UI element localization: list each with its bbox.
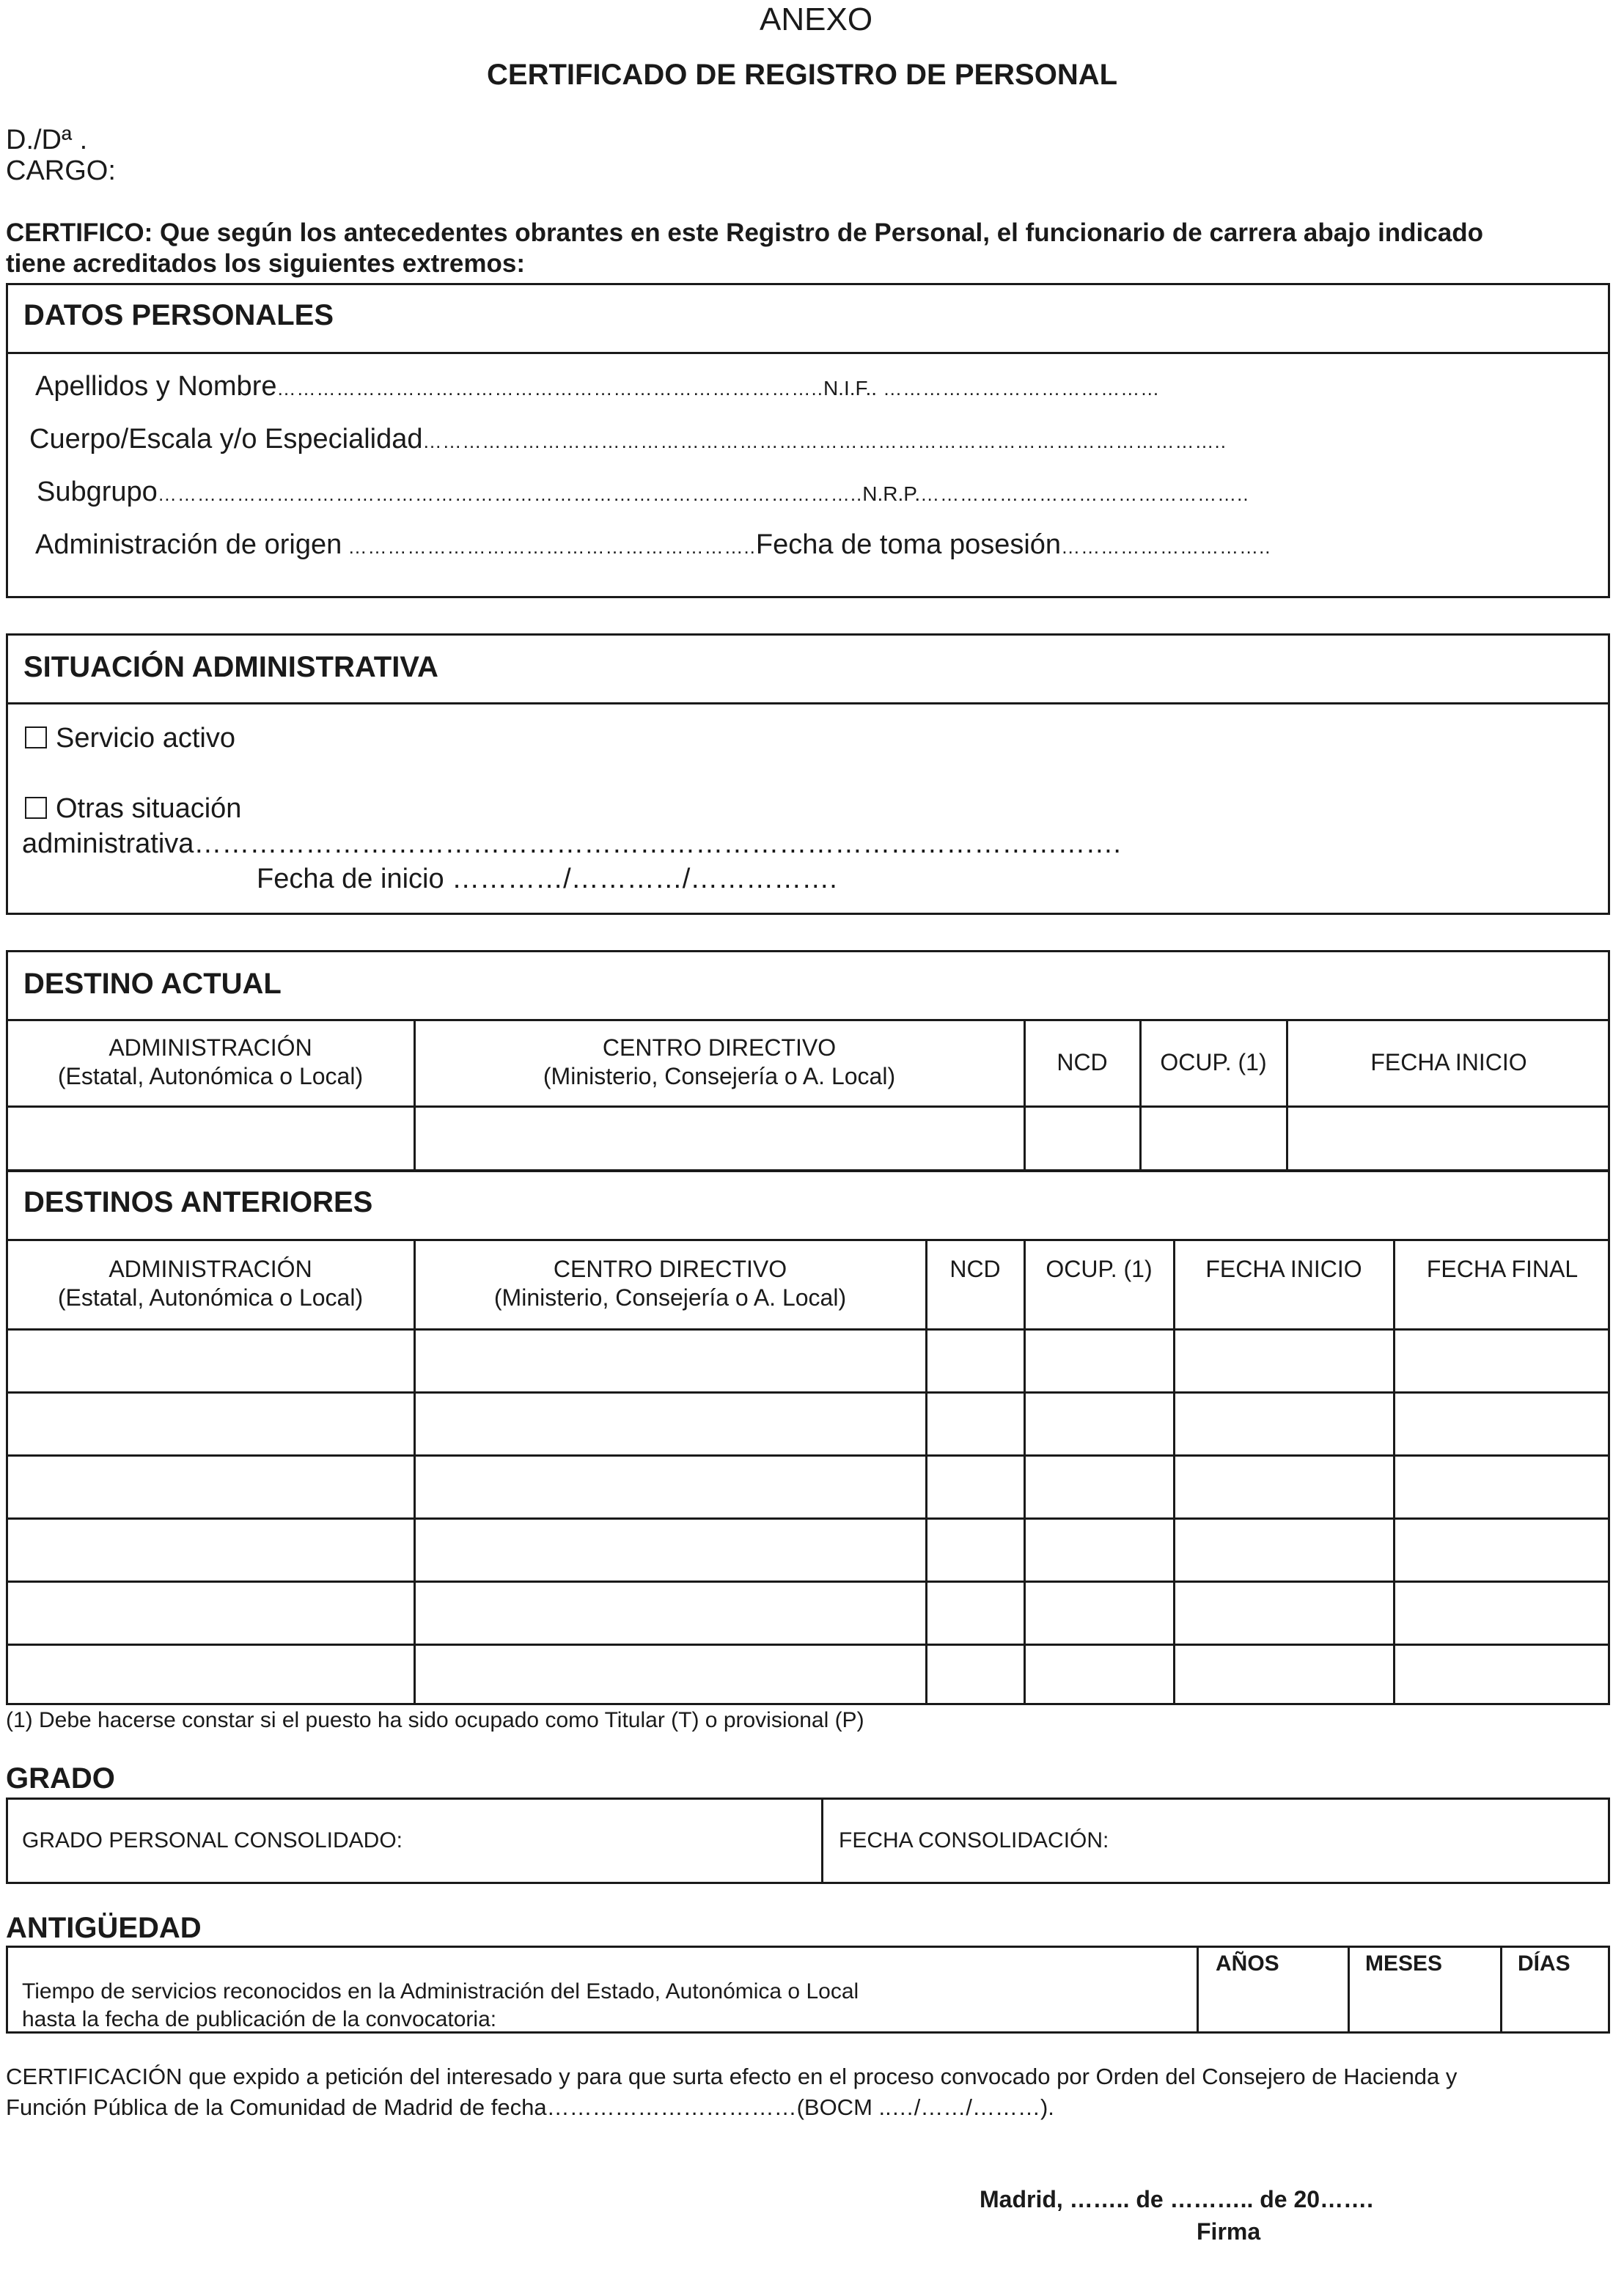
destinos-anteriores-row-divider-6 (6, 1644, 1610, 1646)
anexo-heading: ANEXO (760, 1, 873, 37)
destino-actual-header-ocup: OCUP. (1) (1160, 1049, 1267, 1075)
firma-label: Firma (1197, 2218, 1261, 2245)
antiguedad-text-2: hasta la fecha de publicación de la convocatoria: (22, 2007, 497, 2031)
datos-personales-title: DATOS PERSONALES (23, 299, 334, 331)
antiguedad-col-1 (1197, 1946, 1199, 2034)
servicio-activo-label: Servicio activo (56, 723, 235, 754)
nrp-dots: ………………………………………….. (920, 483, 1249, 505)
destino-actual-header-admin (7, 1034, 414, 1091)
header-admin-line-1: ADMINISTRACIÓN (109, 1256, 312, 1282)
antiguedad-title: ANTIGÜEDAD (6, 1912, 202, 1944)
destinos-anteriores-col-2 (925, 1239, 927, 1705)
destino-actual-divider-1 (6, 1019, 1610, 1021)
destinos-anteriores-header-fecha-final: FECHA FINAL (1426, 1256, 1579, 1282)
destinos-anteriores-title: DESTINOS ANTERIORES (23, 1186, 373, 1218)
admin-origen-label: Administración de origen (35, 529, 342, 560)
grado-consolidado-label[interactable]: GRADO PERSONAL CONSOLIDADO: (22, 1828, 403, 1852)
destinos-anteriores-header-ncd: NCD (949, 1256, 1001, 1282)
header-admin-line-2: (Estatal, Autonómica o Local) (57, 1063, 364, 1089)
header-admin-line-1: ADMINISTRACIÓN (109, 1034, 312, 1061)
destinos-anteriores-header-ocup: OCUP. (1) (1046, 1256, 1153, 1282)
destinos-anteriores-row-divider-2 (6, 1391, 1610, 1394)
situacion-title: SITUACIÓN ADMINISTRATIVA (23, 651, 438, 683)
servicio-activo-option[interactable] (25, 723, 235, 754)
otras-situacion-label: Otras situación (56, 793, 242, 824)
nif-dots: …………………………………… (877, 378, 1161, 400)
certificacion-line-2: Función Pública de la Comunidad de Madrid de fecha……………………………(BOCM ..…/……/………). (6, 2094, 1054, 2120)
fecha-inicio-line[interactable]: Fecha de inicio …………/…………/……………. (257, 864, 837, 894)
destinos-anteriores-box (6, 1170, 1610, 1705)
nrp-label: N.R.P. (862, 482, 921, 505)
destino-actual-header-centro (415, 1034, 1024, 1091)
destinos-anteriores-header-fecha-inicio: FECHA INICIO (1205, 1256, 1362, 1282)
cuerpo-dots: ………………………………………………………………………………………………………….. (422, 430, 1227, 452)
subgrupo-label: Subgrupo (37, 477, 158, 507)
destinos-anteriores-row-divider-4 (6, 1517, 1610, 1520)
destinos-anteriores-col-4 (1173, 1239, 1175, 1705)
dda-label: D./Dª . (6, 125, 88, 155)
destinos-anteriores-header-admin (7, 1255, 414, 1312)
destinos-anteriores-col-3 (1024, 1239, 1026, 1705)
cargo-label: CARGO: (6, 155, 116, 186)
cuerpo-field[interactable] (29, 424, 1227, 455)
cuerpo-label: Cuerpo/Escala y/o Especialidad (29, 424, 423, 455)
antiguedad-text-1: Tiempo de servicios reconocidos en la Administración del Estado, Autonómica o Local (22, 1979, 859, 2004)
meses-header: MESES (1365, 1951, 1443, 1976)
grado-divider (821, 1798, 823, 1884)
fecha-consolidacion-label[interactable]: FECHA CONSOLIDACIÓN: (839, 1828, 1109, 1852)
nif-label: N.I.F.. (823, 377, 878, 400)
header-centro-line-1: CENTRO DIRECTIVO (602, 1034, 837, 1061)
admin-origen-dots: …………………………………………………….. (342, 536, 756, 558)
apellidos-label: Apellidos y Nombre (35, 371, 277, 402)
destino-actual-header-fecha: FECHA INICIO (1370, 1049, 1527, 1075)
destino-actual-col-3 (1139, 1019, 1142, 1171)
antiguedad-col-2 (1348, 1946, 1350, 2034)
destinos-anteriores-row-divider-3 (6, 1454, 1610, 1457)
destino-actual-divider-2 (6, 1105, 1610, 1108)
administrativa-line[interactable]: administrativa………………………………………………………………………………………. (22, 828, 1121, 859)
intro-line-2: tiene acreditados los siguientes extremos: (6, 249, 526, 278)
otras-situacion-checkbox[interactable] (25, 797, 47, 819)
otras-situacion-option[interactable] (25, 793, 241, 825)
apellidos-field[interactable] (35, 371, 1160, 402)
destino-actual-header-ncd: NCD (1057, 1049, 1108, 1075)
destinos-anteriores-header-centro (415, 1255, 925, 1312)
destinos-anteriores-col-5 (1393, 1239, 1395, 1705)
document-title: CERTIFICADO DE REGISTRO DE PERSONAL (487, 59, 1118, 91)
footnote: (1) Debe hacerse constar si el puesto ha sido ocupado como Titular (T) o provisional (P) (6, 1708, 864, 1732)
header-centro-line-2: (Ministerio, Consejería o A. Local) (543, 1063, 896, 1089)
apellidos-dots: ……………………………………………………………………….. (276, 378, 823, 400)
destinos-anteriores-header-divider (6, 1239, 1610, 1241)
destino-actual-col-4 (1286, 1019, 1288, 1171)
destinos-anteriores-row-divider-5 (6, 1581, 1610, 1583)
antiguedad-col-3 (1500, 1946, 1502, 2034)
situacion-divider (6, 702, 1610, 704)
certificacion-line-1: CERTIFICACIÓN que expido a petición del interesado y para que surta efecto en el proceso convocado por Orden del Consejero de Hacienda y (6, 2064, 1458, 2089)
destino-actual-title: DESTINO ACTUAL (23, 968, 282, 1000)
destino-actual-col-2 (1024, 1019, 1026, 1171)
destinos-anteriores-row-divider-1 (6, 1328, 1610, 1331)
header-centro-line-2: (Ministerio, Consejería o A. Local) (493, 1284, 847, 1311)
datos-personales-divider (6, 352, 1610, 354)
anos-header: AÑOS (1216, 1951, 1279, 1976)
header-centro-line-1: CENTRO DIRECTIVO (553, 1256, 787, 1282)
intro-line-1: CERTIFICO: Que según los antecedentes obrantes en este Registro de Personal, el funcionario de carrera abajo indicado (6, 218, 1483, 247)
fecha-posesion-dots: ………………………….. (1061, 536, 1271, 558)
servicio-activo-checkbox[interactable] (25, 726, 47, 748)
grado-title: GRADO (6, 1762, 115, 1795)
lugar-fecha[interactable]: Madrid, …….. de ……….. de 20……. (980, 2186, 1373, 2212)
subgrupo-field[interactable] (37, 477, 1249, 508)
subgrupo-dots: …………………………………………………………………………………………….. (157, 483, 863, 505)
admin-origen-field[interactable] (35, 529, 1271, 561)
dias-header: DÍAS (1518, 1951, 1570, 1976)
fecha-posesion-label: Fecha de toma posesión (755, 529, 1062, 560)
header-admin-line-2: (Estatal, Autonómica o Local) (57, 1284, 364, 1311)
